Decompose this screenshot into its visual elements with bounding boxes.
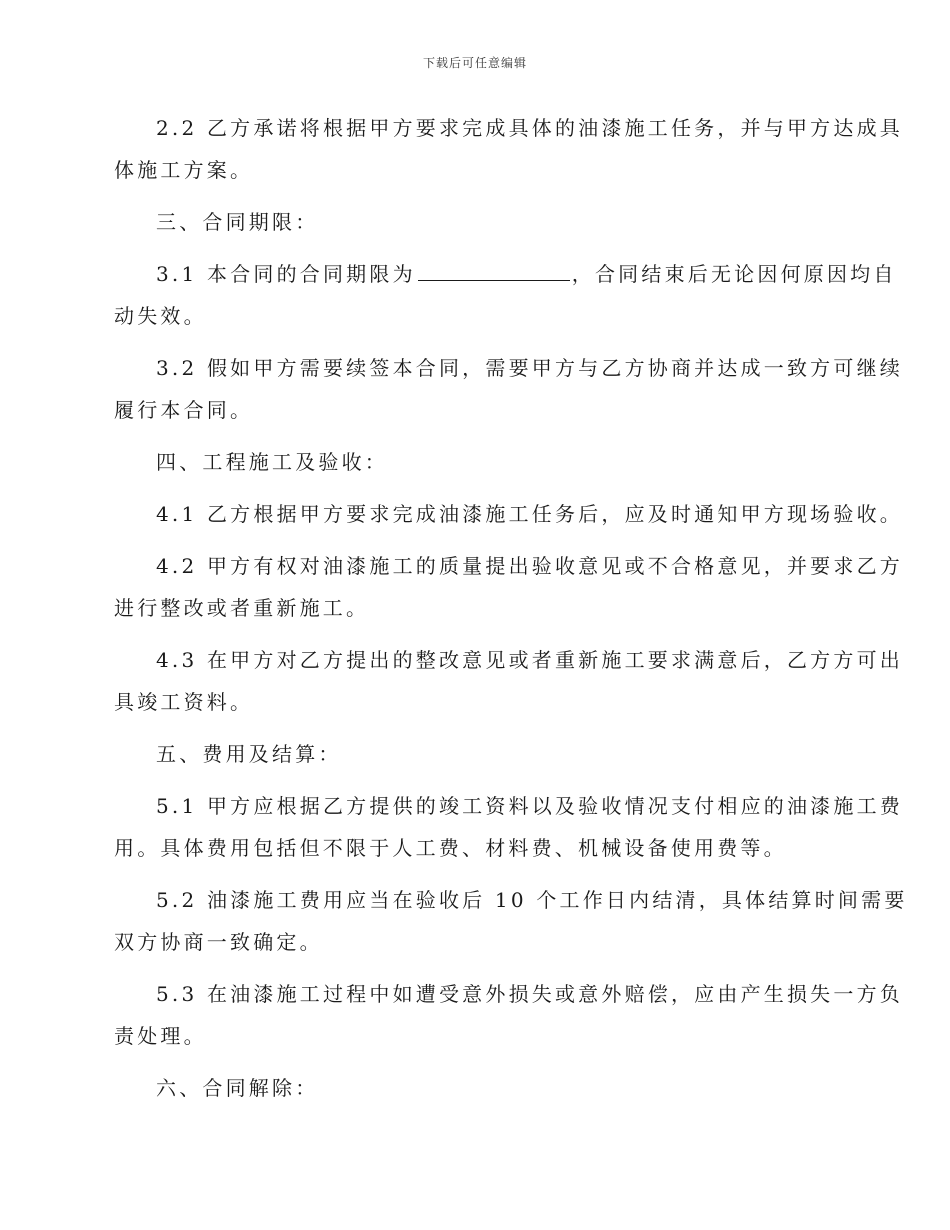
section-4-heading: 四、工程施工及验收： bbox=[156, 450, 388, 474]
clause-3-1-line-1 bbox=[156, 262, 897, 286]
section-3-heading: 三、合同期限： bbox=[156, 210, 319, 234]
clause-3-1-text-a: 3.1 本合同的合同期限为 bbox=[156, 262, 416, 286]
section-6-heading: 六、合同解除： bbox=[156, 1076, 319, 1100]
clause-4-3-line-2: 具竣工资料。 bbox=[114, 690, 254, 714]
clause-5-2-line-2: 双方协商一致确定。 bbox=[114, 930, 323, 954]
clause-4-2-line-1: 4.2 甲方有权对油漆施工的质量提出验收意见或不合格意见，并要求乙方 bbox=[156, 554, 903, 578]
clause-3-2-line-2: 履行本合同。 bbox=[114, 398, 254, 422]
clause-4-2-line-2: 进行整改或者重新施工。 bbox=[114, 596, 370, 620]
clause-2-2-line-2: 体施工方案。 bbox=[114, 158, 254, 182]
clause-4-3-line-1: 4.3 在甲方对乙方提出的整改意见或者重新施工要求满意后，乙方方可出 bbox=[156, 648, 903, 672]
clause-4-1: 4.1 乙方根据甲方要求完成油漆施工任务后，应及时通知甲方现场验收。 bbox=[156, 502, 903, 526]
clause-3-2-line-1: 3.2 假如甲方需要续签本合同，需要甲方与乙方协商并达成一致方可继续 bbox=[156, 356, 903, 380]
clause-3-1-line-2: 动失效。 bbox=[114, 304, 207, 328]
clause-5-1-line-2: 用。具体费用包括但不限于人工费、材料费、机械设备使用费等。 bbox=[114, 836, 787, 860]
clause-2-2-line-1: 2.2 乙方承诺将根据甲方要求完成具体的油漆施工任务，并与甲方达成具 bbox=[156, 116, 903, 140]
clause-5-2-line-1: 5.2 油漆施工费用应当在验收后 10 个工作日内结清，具体结算时间需要 bbox=[156, 888, 908, 912]
clause-3-1-text-b: ，合同结束后无论因何原因均自 bbox=[571, 262, 897, 286]
section-5-heading: 五、费用及结算： bbox=[156, 742, 342, 766]
clause-5-1-line-1: 5.1 甲方应根据乙方提供的竣工资料以及验收情况支付相应的油漆施工费 bbox=[156, 794, 903, 818]
clause-5-3-line-1: 5.3 在油漆施工过程中如遭受意外损失或意外赔偿，应由产生损失一方负 bbox=[156, 982, 903, 1006]
clause-5-3-line-2: 责处理。 bbox=[114, 1024, 207, 1048]
page-header: 下载后可任意编辑 bbox=[422, 56, 527, 70]
contract-term-blank bbox=[418, 262, 570, 281]
